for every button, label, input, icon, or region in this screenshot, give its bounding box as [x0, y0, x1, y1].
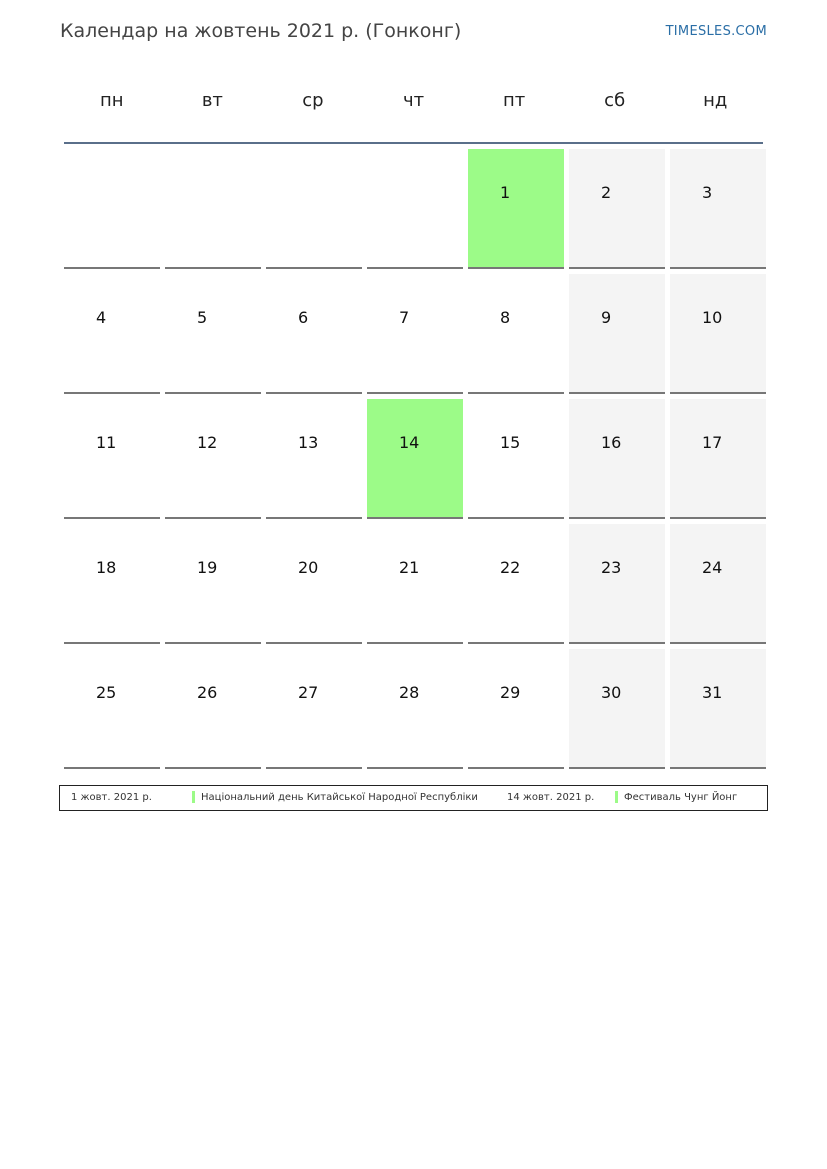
day-cell-26: [165, 649, 261, 769]
weekday-mon: пн: [100, 90, 124, 111]
day-number: 11: [96, 433, 117, 452]
holiday-legend: [59, 785, 768, 811]
day-cell-22: [468, 524, 564, 644]
day-number: 4: [96, 308, 107, 327]
day-number: 3: [702, 183, 713, 202]
day-number: 12: [197, 433, 218, 452]
day-cell-13: [266, 399, 362, 519]
day-number: 5: [197, 308, 208, 327]
weekday-header: [64, 90, 763, 111]
weekday-thu: чт: [402, 90, 425, 111]
day-cell-18: [64, 524, 160, 644]
day-cell-8: [468, 274, 564, 394]
day-cell-21: [367, 524, 463, 644]
day-number: 24: [702, 558, 723, 577]
weekday-sat: сб: [604, 90, 626, 111]
day-cell-25: [64, 649, 160, 769]
site-link[interactable]: TIMESLES.COM: [665, 24, 767, 39]
day-cell-20: [266, 524, 362, 644]
day-number: 20: [298, 558, 319, 577]
day-cell-10: [670, 274, 766, 394]
day-number: 16: [601, 433, 622, 452]
day-cell-27: [266, 649, 362, 769]
day-cell-15: [468, 399, 564, 519]
empty-day-cell: [165, 149, 261, 269]
page-title: Календар на жовтень 2021 р. (Гонконг): [60, 20, 462, 42]
day-cell-31: [670, 649, 766, 769]
day-number: 22: [500, 558, 521, 577]
weekday-fri: пт: [502, 90, 526, 111]
day-number: 17: [702, 433, 723, 452]
weekday-sun: нд: [703, 90, 728, 111]
day-cell-9: [569, 274, 665, 394]
day-number: 23: [601, 558, 622, 577]
day-number: 30: [601, 683, 622, 702]
empty-day-cell: [64, 149, 160, 269]
day-cell-17: [670, 399, 766, 519]
empty-day-cell: [266, 149, 362, 269]
day-number: 10: [702, 308, 723, 327]
day-number: 19: [197, 558, 218, 577]
legend-swatch-2: [615, 791, 618, 803]
day-cell-16: [569, 399, 665, 519]
day-cell-7: [367, 274, 463, 394]
legend-date-2: 14 жовт. 2021 р.: [507, 792, 595, 803]
day-number: 2: [601, 183, 612, 202]
day-number: 21: [399, 558, 420, 577]
legend-name-1: Національний день Китайської Народної Республіки: [201, 792, 478, 803]
day-number: 27: [298, 683, 319, 702]
day-number: 1: [500, 183, 511, 202]
day-cell-5: [165, 274, 261, 394]
day-number: 7: [399, 308, 410, 327]
calendar-grid: [64, 149, 763, 769]
day-cell-12: [165, 399, 261, 519]
day-number: 9: [601, 308, 612, 327]
day-cell-11: [64, 399, 160, 519]
day-cell-23: [569, 524, 665, 644]
day-number: 28: [399, 683, 420, 702]
day-cell-1: [468, 149, 564, 269]
day-cell-2: [569, 149, 665, 269]
day-number: 15: [500, 433, 521, 452]
weekday-tue: вт: [201, 90, 223, 111]
day-number: 13: [298, 433, 319, 452]
empty-day-cell: [367, 149, 463, 269]
day-number: 25: [96, 683, 117, 702]
day-number: 8: [500, 308, 511, 327]
legend-date-1: 1 жовт. 2021 р.: [71, 792, 152, 803]
day-cell-29: [468, 649, 564, 769]
day-number: 18: [96, 558, 117, 577]
legend-swatch-1: [192, 791, 195, 803]
day-cell-6: [266, 274, 362, 394]
day-cell-30: [569, 649, 665, 769]
day-cell-3: [670, 149, 766, 269]
day-number: 31: [702, 683, 723, 702]
day-number: 29: [500, 683, 521, 702]
weekday-wed: ср: [302, 90, 324, 111]
day-number: 6: [298, 308, 309, 327]
day-number: 26: [197, 683, 218, 702]
header-divider: [64, 142, 763, 144]
day-cell-28: [367, 649, 463, 769]
day-number: 14: [399, 433, 420, 452]
legend-name-2: Фестиваль Чунг Йонг: [624, 792, 738, 803]
day-cell-14: [367, 399, 463, 519]
day-cell-24: [670, 524, 766, 644]
day-cell-4: [64, 274, 160, 394]
day-cell-19: [165, 524, 261, 644]
